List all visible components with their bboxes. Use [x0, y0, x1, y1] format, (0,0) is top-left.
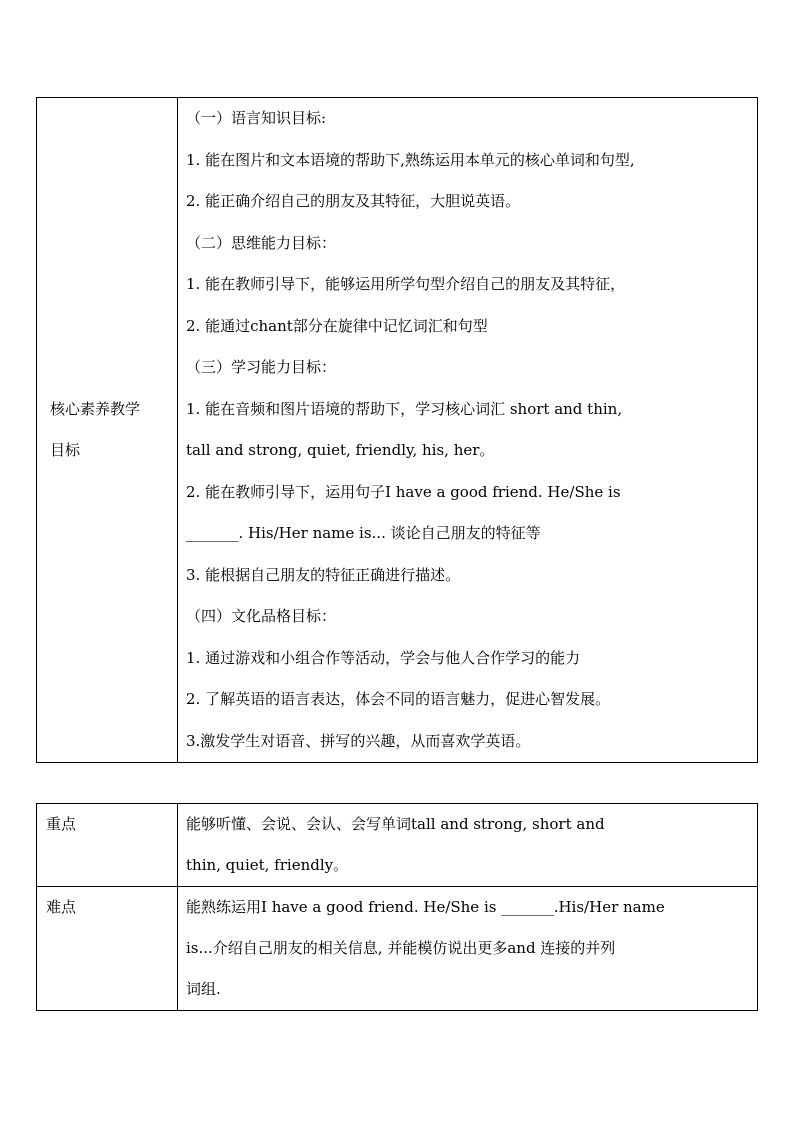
goal-line: 1. 能在教师引导下，能够运用所学句型介绍自己的朋友及其特征，	[186, 275, 626, 293]
difficult-point-line: 能熟练运用I have a good friend. He/She is _______.His/Her name	[186, 898, 665, 916]
difficult-points-label-cell	[37, 887, 178, 1011]
difficult-point-line: is...介绍自己朋友的相关信息, 并能模仿说出更多and 连接的并列	[186, 939, 616, 957]
important-points-row	[37, 804, 758, 887]
goal-line: （四）文化品格目标：	[186, 607, 337, 625]
goal-line: 3. 能根据自己朋友的特征正确进行描述。	[186, 565, 461, 584]
goal-line: （一）语言知识目标:	[186, 109, 327, 127]
important-points-content-cell	[178, 804, 758, 887]
difficult-points-content-cell	[178, 887, 758, 1011]
goal-line: 3.激发学生对语音、拼写的兴趣，从而喜欢学英语。	[186, 731, 531, 750]
difficult-point-line: 词组.	[186, 980, 221, 998]
important-points-label-cell	[37, 804, 178, 887]
core-goals-label-line-1: 核心素养教学	[50, 400, 141, 418]
goal-line: 1. 能在图片和文本语境的帮助下,熟练运用本单元的核心单词和句型,	[186, 150, 635, 169]
difficult-points-row	[37, 887, 758, 1011]
goal-line: 2. 能在教师引导下，运用句子I have a good friend. He/She is	[186, 482, 621, 501]
goal-line: 2. 能正确介绍自己的朋友及其特征，大胆说英语。	[186, 192, 521, 210]
goal-line: 2. 了解英语的语言表达，体会不同的语言魅力，促进心智发展。	[186, 690, 611, 708]
core-goals-table	[36, 97, 758, 763]
core-goals-content-cell	[178, 98, 758, 763]
goal-line: （三）学习能力目标：	[186, 358, 337, 376]
goal-line: 2. 能通过chant部分在旋律中记忆词汇和句型	[186, 316, 488, 335]
core-goals-row	[37, 98, 758, 763]
important-point-line: 能够听懂、会说、会认、会写单词tall and strong, short and	[186, 815, 605, 833]
goal-line: _______. His/Her name is... 谈论自己朋友的特征等	[186, 524, 541, 542]
core-goals-label-line-2: 目标	[50, 441, 81, 459]
key-difficult-points-table	[36, 803, 758, 1011]
goal-line: 1. 能在音频和图片语境的帮助下，学习核心词汇 short and thin,	[186, 399, 623, 418]
goal-line: （二）思维能力目标：	[186, 233, 337, 252]
goal-line: tall and strong, quiet, friendly, his, her。	[186, 441, 495, 459]
goal-line: 1. 通过游戏和小组合作等活动，学会与他人合作学习的能力	[186, 648, 581, 667]
important-point-line: thin, quiet, friendly。	[186, 856, 349, 874]
important-points-label: 重点	[46, 815, 77, 833]
core-goals-label-cell	[37, 98, 178, 763]
difficult-points-label: 难点	[46, 898, 77, 916]
